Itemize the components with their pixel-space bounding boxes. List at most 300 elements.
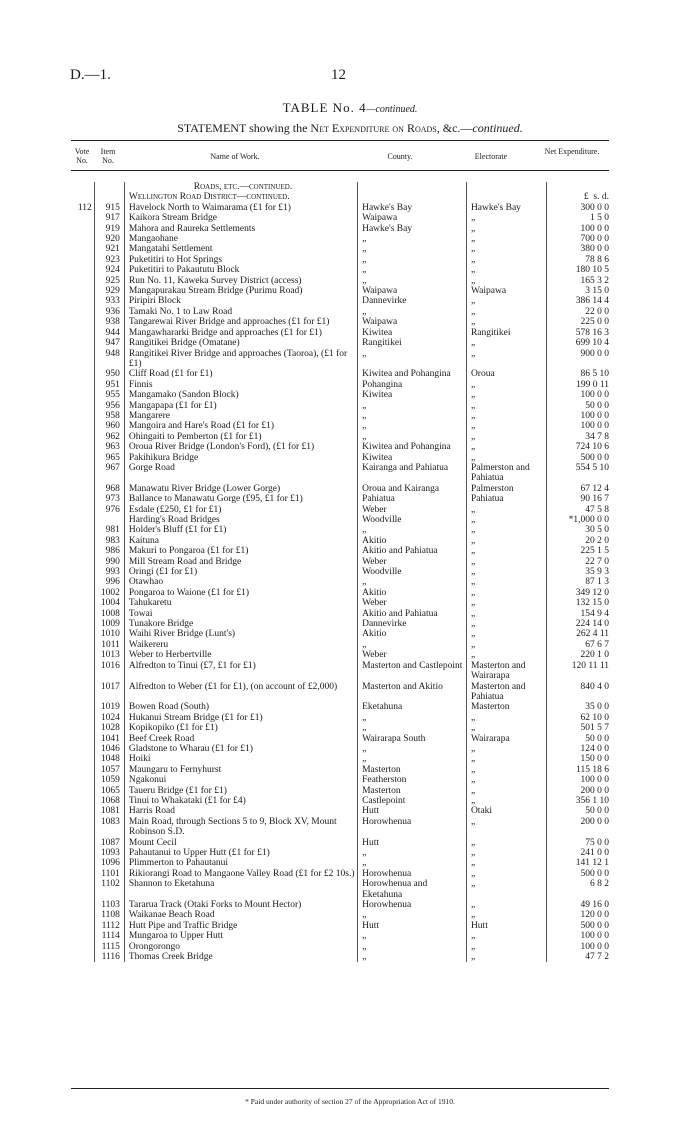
county-cell: Rangitikei	[358, 338, 467, 348]
amount-cell: 578 16 3	[546, 328, 609, 338]
county-cell: Akitio and Pahiatua	[358, 609, 467, 619]
electorate-cell: „	[466, 338, 546, 348]
electorate-cell: Oroua	[466, 369, 546, 379]
col-head-vote: Vote No.	[74, 147, 90, 165]
table-row	[71, 848, 609, 858]
work-cell: Ballance to Manawatu Gorge (£95, £1 for £1)	[124, 494, 357, 504]
electorate-cell: Rangitikei	[466, 328, 546, 338]
vote-cell	[71, 598, 94, 608]
table-row	[71, 775, 609, 785]
county-cell: Waipawa	[358, 286, 467, 296]
county-cell: „	[358, 858, 467, 868]
amount-cell: 220 1 0	[546, 650, 609, 660]
county-cell: „	[358, 349, 467, 370]
work-cell: Orongorongo	[124, 942, 357, 952]
table-row	[71, 817, 609, 838]
county-cell: Hutt	[358, 806, 467, 816]
vote-cell	[71, 786, 94, 796]
table-row	[71, 453, 609, 463]
item-cell: 1093	[94, 848, 124, 858]
amount-cell: 165 3 2	[546, 276, 609, 286]
county-cell: Akitio	[358, 536, 467, 546]
item-cell: 1103	[94, 900, 124, 910]
county-cell: Hutt	[358, 921, 467, 931]
work-cell: Tararua Track (Otaki Forks to Mount Hector)	[124, 900, 357, 910]
vote-cell	[71, 765, 94, 775]
work-cell: Mangapapa (£1 for £1)	[124, 401, 357, 411]
work-cell: Alfredton to Tinui (£7, £1 for £1)	[124, 661, 357, 682]
work-cell: Plimmerton to Pahautanui	[124, 858, 357, 868]
table-row	[71, 931, 609, 941]
item-cell: 1013	[94, 650, 124, 660]
table-row	[71, 213, 609, 223]
work-cell: Kaikora Stream Bridge	[124, 213, 357, 223]
table-row	[71, 442, 609, 452]
work-cell: Mount Cecil	[124, 838, 357, 848]
table-row	[71, 265, 609, 275]
amount-cell: 132 15 0	[546, 598, 609, 608]
county-cell: Castlepoint	[358, 796, 467, 806]
work-cell: Oringi (£1 for £1)	[124, 567, 357, 577]
electorate-cell: „	[466, 505, 546, 515]
vote-cell	[71, 349, 94, 370]
table-row	[71, 463, 609, 484]
currency-pounds: £	[583, 192, 589, 203]
item-cell: 1087	[94, 838, 124, 848]
work-cell: Tangarewai River Bridge and approaches (£1 for £1)	[124, 317, 357, 327]
amount-cell: 840 4 0	[546, 682, 609, 703]
county-cell: „	[358, 307, 467, 317]
table-row	[71, 432, 609, 442]
work-cell: Tamaki No. 1 to Law Road	[124, 307, 357, 317]
electorate-cell: „	[466, 744, 546, 754]
electorate-cell: „	[466, 255, 546, 265]
vote-cell	[71, 442, 94, 452]
electorate-cell: Hutt	[466, 921, 546, 931]
work-cell: Esdale (£250, £1 for £1)	[124, 505, 357, 515]
work-cell: Rangitikei River Bridge and approaches (Taoroa), (£1 for £1)	[124, 349, 357, 370]
county-cell: Kiwitea	[358, 390, 467, 400]
footnote: * Paid under authority of section 27 of the Appropriation Act of 1910.	[245, 1097, 455, 1106]
vote-cell	[71, 650, 94, 660]
item-cell: 929	[94, 286, 124, 296]
electorate-cell: Masterton and Pahiatua	[466, 682, 546, 703]
table-row	[71, 900, 609, 910]
work-cell: Ngakonui	[124, 775, 357, 785]
amount-cell: 724 10 6	[546, 442, 609, 452]
vote-cell	[71, 463, 94, 484]
electorate-cell: Otaki	[466, 806, 546, 816]
statement-part-d: continued.	[472, 121, 523, 135]
electorate-cell: „	[466, 650, 546, 660]
work-cell: Waihi River Bridge (Lunt's)	[124, 629, 357, 639]
amount-cell: 224 14 0	[546, 619, 609, 629]
electorate-cell: „	[466, 515, 546, 525]
electorate-cell: „	[466, 848, 546, 858]
electorate-cell: „	[466, 421, 546, 431]
county-cell: Kiwitea and Pohangina	[358, 369, 467, 379]
amount-cell: 241 0 0	[546, 848, 609, 858]
vote-cell	[71, 338, 94, 348]
electorate-cell: Waipawa	[466, 286, 546, 296]
county-cell: Waipawa	[358, 213, 467, 223]
table-row	[71, 838, 609, 848]
item-cell: 1048	[94, 754, 124, 764]
county-cell: „	[358, 952, 467, 962]
work-cell: Bowen Road (South)	[124, 702, 357, 712]
amount-cell: 349 12 0	[546, 588, 609, 598]
county-cell: Pahiatua	[358, 494, 467, 504]
table-row	[71, 317, 609, 327]
work-cell: Mangawhararki Bridge and approaches (£1 for £1)	[124, 328, 357, 338]
table-row	[71, 786, 609, 796]
amount-cell: 356 1 10	[546, 796, 609, 806]
table-row	[71, 390, 609, 400]
table-row	[71, 629, 609, 639]
amount-cell: 225 1 5	[546, 546, 609, 556]
table-row	[71, 567, 609, 577]
vote-cell	[71, 723, 94, 733]
item-cell: 973	[94, 494, 124, 504]
table-row	[71, 234, 609, 244]
county-cell: Oroua and Kairanga	[358, 484, 467, 494]
work-cell: Harris Road	[124, 806, 357, 816]
work-cell: Kopikopiko (£1 for £1)	[124, 723, 357, 733]
county-cell: Eketahuna	[358, 702, 467, 712]
county-cell: Masterton	[358, 765, 467, 775]
vote-cell: 112	[77, 202, 92, 213]
vote-cell	[71, 734, 94, 744]
electorate-cell: „	[466, 765, 546, 775]
amount-cell: 124 0 0	[546, 744, 609, 754]
item-cell: 990	[94, 557, 124, 567]
county-cell: „	[358, 577, 467, 587]
electorate-cell: „	[466, 713, 546, 723]
electorate-cell: „	[466, 234, 546, 244]
county-cell: „	[358, 234, 467, 244]
vote-cell	[71, 910, 94, 920]
electorate-cell: „	[466, 952, 546, 962]
item-cell: 958	[94, 411, 124, 421]
item-cell: 917	[94, 213, 124, 223]
electorate-cell: „	[466, 910, 546, 920]
electorate-cell: „	[466, 796, 546, 806]
table-row	[71, 744, 609, 754]
electorate-cell: „	[466, 213, 546, 223]
item-cell: 1004	[94, 598, 124, 608]
amount-cell: 262 4 11	[546, 629, 609, 639]
electorate-cell: „	[466, 879, 546, 900]
vote-cell	[71, 401, 94, 411]
item-cell: 960	[94, 421, 124, 431]
item-cell: 1028	[94, 723, 124, 733]
electorate-cell: „	[466, 411, 546, 421]
item-cell: 1065	[94, 786, 124, 796]
vote-cell	[71, 661, 94, 682]
electorate-cell: „	[466, 244, 546, 254]
table-row	[71, 203, 609, 213]
work-cell: Otawhao	[124, 577, 357, 587]
electorate-cell: „	[466, 525, 546, 535]
electorate-cell: „	[466, 317, 546, 327]
statement-part-a: STATEMENT showing the	[177, 121, 308, 135]
work-cell: Puketitiri to Pakaututu Block	[124, 265, 357, 275]
amount-cell: 67 6 7	[546, 640, 609, 650]
amount-cell: 1 5 0	[546, 213, 609, 223]
amount-cell: 300 0 0	[546, 203, 609, 213]
county-cell: Weber	[358, 505, 467, 515]
table-row	[71, 244, 609, 254]
electorate-cell: „	[466, 577, 546, 587]
item-cell: 1041	[94, 734, 124, 744]
county-cell: Kiwitea and Pohangina	[358, 442, 467, 452]
electorate-cell: „	[466, 838, 546, 848]
item-cell: 933	[94, 296, 124, 306]
work-cell: Cliff Road (£1 for £1)	[124, 369, 357, 379]
item-cell: 956	[94, 401, 124, 411]
electorate-cell: Palmerston and Pahiatua	[466, 463, 546, 484]
county-cell: „	[358, 942, 467, 952]
electorate-cell: „	[466, 557, 546, 567]
vote-cell	[71, 328, 94, 338]
col-head-county: County.	[387, 152, 413, 161]
vote-cell	[71, 640, 94, 650]
page-number: 12	[331, 67, 346, 83]
vote-cell	[71, 390, 94, 400]
vote-cell	[71, 869, 94, 879]
electorate-cell: „	[466, 380, 546, 390]
county-cell: „	[358, 723, 467, 733]
work-cell: Mungaroa to Upper Hutt	[124, 931, 357, 941]
vote-cell	[71, 702, 94, 712]
work-cell: Rikiorangi Road to Mangaone Valley Road (£1 for £2 10s.)	[124, 869, 357, 879]
amount-cell: 35 9 3	[546, 567, 609, 577]
vote-cell	[71, 286, 94, 296]
county-cell: Kairanga and Pahiatua	[358, 463, 467, 484]
electorate-cell: „	[466, 390, 546, 400]
work-cell: Mangamako (Sandon Block)	[124, 390, 357, 400]
item-cell: 923	[94, 255, 124, 265]
table-title-main: TABLE No. 4	[282, 100, 367, 115]
item-cell: 947	[94, 338, 124, 348]
electorate-cell: „	[466, 453, 546, 463]
table-title	[0, 100, 700, 116]
county-cell: „	[358, 265, 467, 275]
item-cell	[94, 515, 124, 525]
electorate-cell: Wairarapa	[466, 734, 546, 744]
work-cell: Kaituna	[124, 536, 357, 546]
county-cell: Horowhenua	[358, 817, 467, 838]
vote-cell	[71, 817, 94, 838]
item-cell: 996	[94, 577, 124, 587]
vote-cell	[71, 484, 94, 494]
report-code: D.—1.	[70, 67, 111, 83]
item-cell: 965	[94, 453, 124, 463]
section-row	[71, 182, 609, 192]
table-row	[71, 921, 609, 931]
table-row	[71, 723, 609, 733]
county-cell: „	[358, 910, 467, 920]
item-cell: 1024	[94, 713, 124, 723]
work-cell: Mahora and Raureka Settlements	[124, 224, 357, 234]
work-cell: Oroua River Bridge (London's Ford), (£1 for £1)	[124, 442, 357, 452]
vote-cell	[71, 775, 94, 785]
county-cell: „	[358, 411, 467, 421]
table-row	[71, 546, 609, 556]
statement-title	[0, 121, 700, 136]
item-cell: 968	[94, 484, 124, 494]
table-row	[71, 577, 609, 587]
table-bottom-rule	[71, 1088, 609, 1089]
work-cell: Gladstone to Wharau (£1 for £1)	[124, 744, 357, 754]
statement-part-b: Net Expenditure on Roads	[310, 121, 437, 135]
work-cell: Weber to Herbertville	[124, 650, 357, 660]
vote-cell	[71, 255, 94, 265]
amount-cell: 6 8 2	[546, 879, 609, 900]
table-row	[71, 224, 609, 234]
county-cell: Horowhenua	[358, 900, 467, 910]
table-row	[71, 640, 609, 650]
electorate-cell: „	[466, 640, 546, 650]
vote-cell	[71, 900, 94, 910]
col-head-work: Name of Work.	[210, 152, 260, 161]
table-row	[71, 609, 609, 619]
table-row	[71, 328, 609, 338]
item-cell: 1115	[94, 942, 124, 952]
work-cell: Pakihikura Bridge	[124, 453, 357, 463]
table-row	[71, 411, 609, 421]
expenditure-table	[71, 182, 609, 962]
amount-cell: 50 0 0	[546, 806, 609, 816]
table-row	[71, 713, 609, 723]
amount-cell: 86 5 10	[546, 369, 609, 379]
item-cell: 1081	[94, 806, 124, 816]
item-cell: 1016	[94, 661, 124, 682]
county-cell: „	[358, 754, 467, 764]
amount-cell: 154 9 4	[546, 609, 609, 619]
table-row	[71, 858, 609, 868]
county-cell: „	[358, 401, 467, 411]
table-body	[71, 182, 609, 962]
work-cell: Tahukaretu	[124, 598, 357, 608]
table-row	[71, 661, 609, 682]
item-cell: 1019	[94, 702, 124, 712]
amount-cell: 225 0 0	[546, 317, 609, 327]
amount-cell: 200 0 0	[546, 817, 609, 838]
amount-cell: 47 5 8	[546, 505, 609, 515]
work-cell: Waikereru	[124, 640, 357, 650]
amount-cell: 150 0 0	[546, 754, 609, 764]
vote-cell	[71, 629, 94, 639]
table-row	[71, 942, 609, 952]
item-cell: 1011	[94, 640, 124, 650]
item-cell: 925	[94, 276, 124, 286]
amount-cell: 62 10 0	[546, 713, 609, 723]
vote-cell	[71, 952, 94, 962]
vote-cell	[71, 369, 94, 379]
work-cell: Piripiri Block	[124, 296, 357, 306]
amount-cell: 34 7 8	[546, 432, 609, 442]
vote-cell	[71, 806, 94, 816]
county-cell: Hawke's Bay	[358, 224, 467, 234]
vote-cell	[71, 244, 94, 254]
table-row	[71, 369, 609, 379]
table-row	[71, 557, 609, 567]
table-row	[71, 619, 609, 629]
vote-cell	[71, 858, 94, 868]
amount-cell: 554 5 10	[546, 463, 609, 484]
table-row	[71, 754, 609, 764]
vote-cell	[71, 432, 94, 442]
electorate-cell: „	[466, 598, 546, 608]
item-cell: 938	[94, 317, 124, 327]
amount-cell: 380 0 0	[546, 244, 609, 254]
item-cell: 920	[94, 234, 124, 244]
table-row	[71, 307, 609, 317]
amount-cell: 30 5 0	[546, 525, 609, 535]
county-cell: Wairarapa South	[358, 734, 467, 744]
county-cell: „	[358, 244, 467, 254]
electorate-cell: „	[466, 432, 546, 442]
amount-cell: 100 0 0	[546, 942, 609, 952]
amount-cell: 75 0 0	[546, 838, 609, 848]
county-cell: Akitio	[358, 629, 467, 639]
vote-cell	[71, 682, 94, 703]
county-cell: „	[358, 432, 467, 442]
item-cell: 986	[94, 546, 124, 556]
amount-cell: 100 0 0	[546, 411, 609, 421]
county-cell: „	[358, 525, 467, 535]
table-top-rule	[71, 140, 609, 141]
table-header-rule	[71, 170, 609, 171]
work-cell: Makuri to Pongaroa (£1 for £1)	[124, 546, 357, 556]
vote-cell	[71, 224, 94, 234]
vote-cell	[71, 557, 94, 567]
item-cell: 936	[94, 307, 124, 317]
table-row	[71, 338, 609, 348]
item-cell: 951	[94, 380, 124, 390]
col-head-item: Item No.	[100, 147, 116, 165]
work-cell: Tunakore Bridge	[124, 619, 357, 629]
item-cell: 1059	[94, 775, 124, 785]
section-heading: Roads, etc.—continued.	[124, 182, 357, 192]
vote-cell	[71, 619, 94, 629]
amount-cell: 100 0 0	[546, 421, 609, 431]
amount-cell: 699 10 4	[546, 338, 609, 348]
work-cell: Gorge Road	[124, 463, 357, 484]
table-row	[71, 505, 609, 515]
electorate-cell: „	[466, 349, 546, 370]
county-cell: Waipawa	[358, 317, 467, 327]
electorate-cell: „	[466, 609, 546, 619]
work-cell: Mill Stream Road and Bridge	[124, 557, 357, 567]
work-cell: Mangaohane	[124, 234, 357, 244]
amount-cell: 501 5 7	[546, 723, 609, 733]
col-head-electorate: Electorate	[474, 152, 508, 161]
county-cell: Horowhenua and Eketahuna	[358, 879, 467, 900]
work-cell: Havelock North to Waimarama (£1 for £1)	[124, 203, 357, 213]
work-cell: Waikanae Beach Road	[124, 910, 357, 920]
work-cell: Maungaru to Fernyhurst	[124, 765, 357, 775]
amount-cell: 900 0 0	[546, 349, 609, 370]
county-cell: Kiwitea	[358, 453, 467, 463]
table-row	[71, 349, 609, 370]
amount-cell: 500 0 0	[546, 869, 609, 879]
table-row	[71, 536, 609, 546]
county-cell: Woodville	[358, 567, 467, 577]
table-row	[71, 276, 609, 286]
electorate-cell: „	[466, 869, 546, 879]
